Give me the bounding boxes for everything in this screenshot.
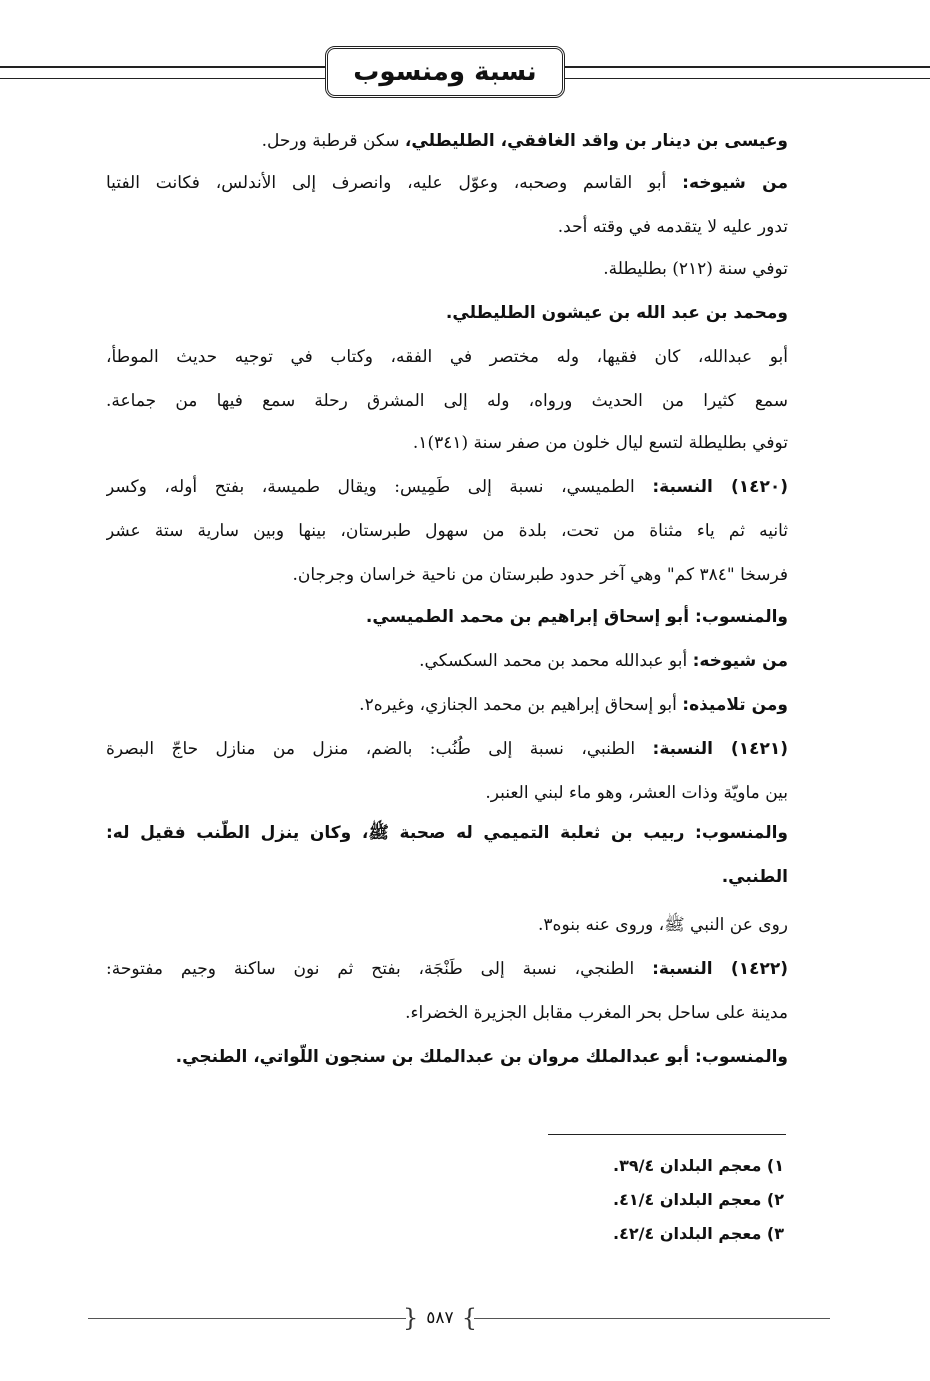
body-text: الطنجي، نسبة إلى طَنْجَة، بفتح ثم نون ساكنة وجيم مفتوحة: [106, 959, 653, 979]
bold-heading: والمنسوب: أبو إسحاق إبراهيم بن محمد الطميسي. [365, 607, 788, 627]
bold-heading: (١٤٢٢) النسبة: [652, 959, 788, 979]
bold-heading: من شيوخه: [682, 173, 788, 193]
body-text: الطنبي، نسبة إلى طُنُب: بالضم، منزل من منازل حاجّ البصرة [106, 739, 653, 759]
body-text: فرسخا "٣٨٤ كم" وهي آخر حدود طبرستان من ناحية خراسان وجرجان. [292, 565, 788, 585]
body-text: أبو القاسم وصحبه، وعوّل عليه، وانصرف إلى الأندلس، فكانت الفتيا [106, 173, 683, 193]
body-text: أبو إسحاق إبراهيم بن محمد الجنازي، وغيره٢. [359, 695, 683, 715]
text-line [106, 816, 788, 850]
body-text: سكن قرطبة ورحل. [261, 131, 405, 151]
body-text: ثانيه ثم ياء مثناة من تحت، بلدة من سهول طبرستان، بينها وبين سارية ستة عشر [106, 521, 788, 541]
text-line [106, 644, 788, 678]
bold-heading: من شيوخه: [692, 651, 788, 671]
body-text: سمع كثيرا من الحديث ورواه، وله إلى المشرق رحلة سمع فيها من جماعة. [106, 391, 788, 411]
page-number-rule-right [474, 1318, 830, 1319]
page-number-value: ٥٨٧ [426, 1308, 454, 1328]
body-text: أبو عبدالله محمد بن محمد السكسكي. [419, 651, 693, 671]
text-line [106, 166, 788, 200]
text-line [106, 514, 788, 548]
text-line [106, 426, 788, 460]
bold-heading: والمنسوب: ربيب بن ثعلبة التميمي له صحبة ﷺ، وكان ينزل الطّنب فقيل له: [106, 823, 788, 843]
body-text: تدور عليه لا يتقدمه في وقته أحد. [557, 217, 788, 237]
text-line [106, 732, 788, 766]
running-header-title: نسبة ومنسوب [353, 57, 537, 87]
footnote-separator [548, 1134, 786, 1135]
text-line [106, 908, 788, 942]
text-line [106, 860, 788, 894]
brace-right-icon: } [461, 1304, 477, 1332]
text-line [106, 470, 788, 504]
bold-heading: (١٤٢١) النسبة: [652, 739, 788, 759]
brace-left-icon: { [403, 1304, 419, 1332]
text-line [106, 952, 788, 986]
footnote-3: ٣) معجم البلدان ٤٢/٤. [613, 1224, 784, 1243]
text-line [106, 600, 788, 634]
text-line [106, 296, 788, 330]
body-text: توفي سنة (٢١٢) بطليطلة. [603, 259, 788, 279]
bold-heading: (١٤٢٠) النسبة: [652, 477, 788, 497]
text-line [106, 124, 788, 158]
text-line [106, 384, 788, 418]
text-line [106, 1040, 788, 1074]
bold-heading: ومن تلاميذه: [682, 695, 788, 715]
body-text: الطميسي، نسبة إلى طَمِيس: ويقال طميسة، بفتح أوله، وكسر [106, 477, 653, 497]
bold-heading: والمنسوب: أبو عبدالملك مروان بن عبدالملك بن سنجون اللّواتي، الطنجي. [175, 1047, 788, 1067]
body-text: روى عن النبي ﷺ، وروى عنه بنوه٣. [537, 915, 788, 935]
bold-heading: وعيسى بن دينار بن واقد الغافقي، الطليطلي، [404, 131, 788, 151]
footnote-1: ١) معجم البلدان ٣٩/٤. [613, 1156, 784, 1175]
text-line [106, 688, 788, 722]
body-text: توفي بطليطلة لتسع ليال خلون من صفر سنة (٣٤١)١. [412, 433, 788, 453]
bold-heading: الطنبي. [721, 867, 788, 887]
footnote-2: ٢) معجم البلدان ٤١/٤. [613, 1190, 784, 1209]
header-rule-left [0, 66, 330, 79]
bold-heading: ومحمد بن عبد الله بن عيشون الطليطلي. [445, 303, 788, 323]
text-line [106, 996, 788, 1030]
header-rule-right [565, 66, 930, 79]
body-text: مدينة على ساحل بحر المغرب مقابل الجزيرة الخضراء. [405, 1003, 788, 1023]
text-line [106, 252, 788, 286]
running-header [325, 46, 565, 98]
body-text: أبو عبدالله، كان فقيها، وله مختصر في الفقه، وكتاب في توجيه حديث الموطأ، [106, 347, 788, 367]
page-number-rule-left [88, 1318, 406, 1319]
body-text: بين ماويّة وذات العشر، وهو ماء لبني العنبر. [485, 783, 788, 803]
text-line [106, 776, 788, 810]
page-number [403, 1302, 477, 1334]
text-line [106, 210, 788, 244]
text-line [106, 340, 788, 374]
text-line [106, 558, 788, 592]
